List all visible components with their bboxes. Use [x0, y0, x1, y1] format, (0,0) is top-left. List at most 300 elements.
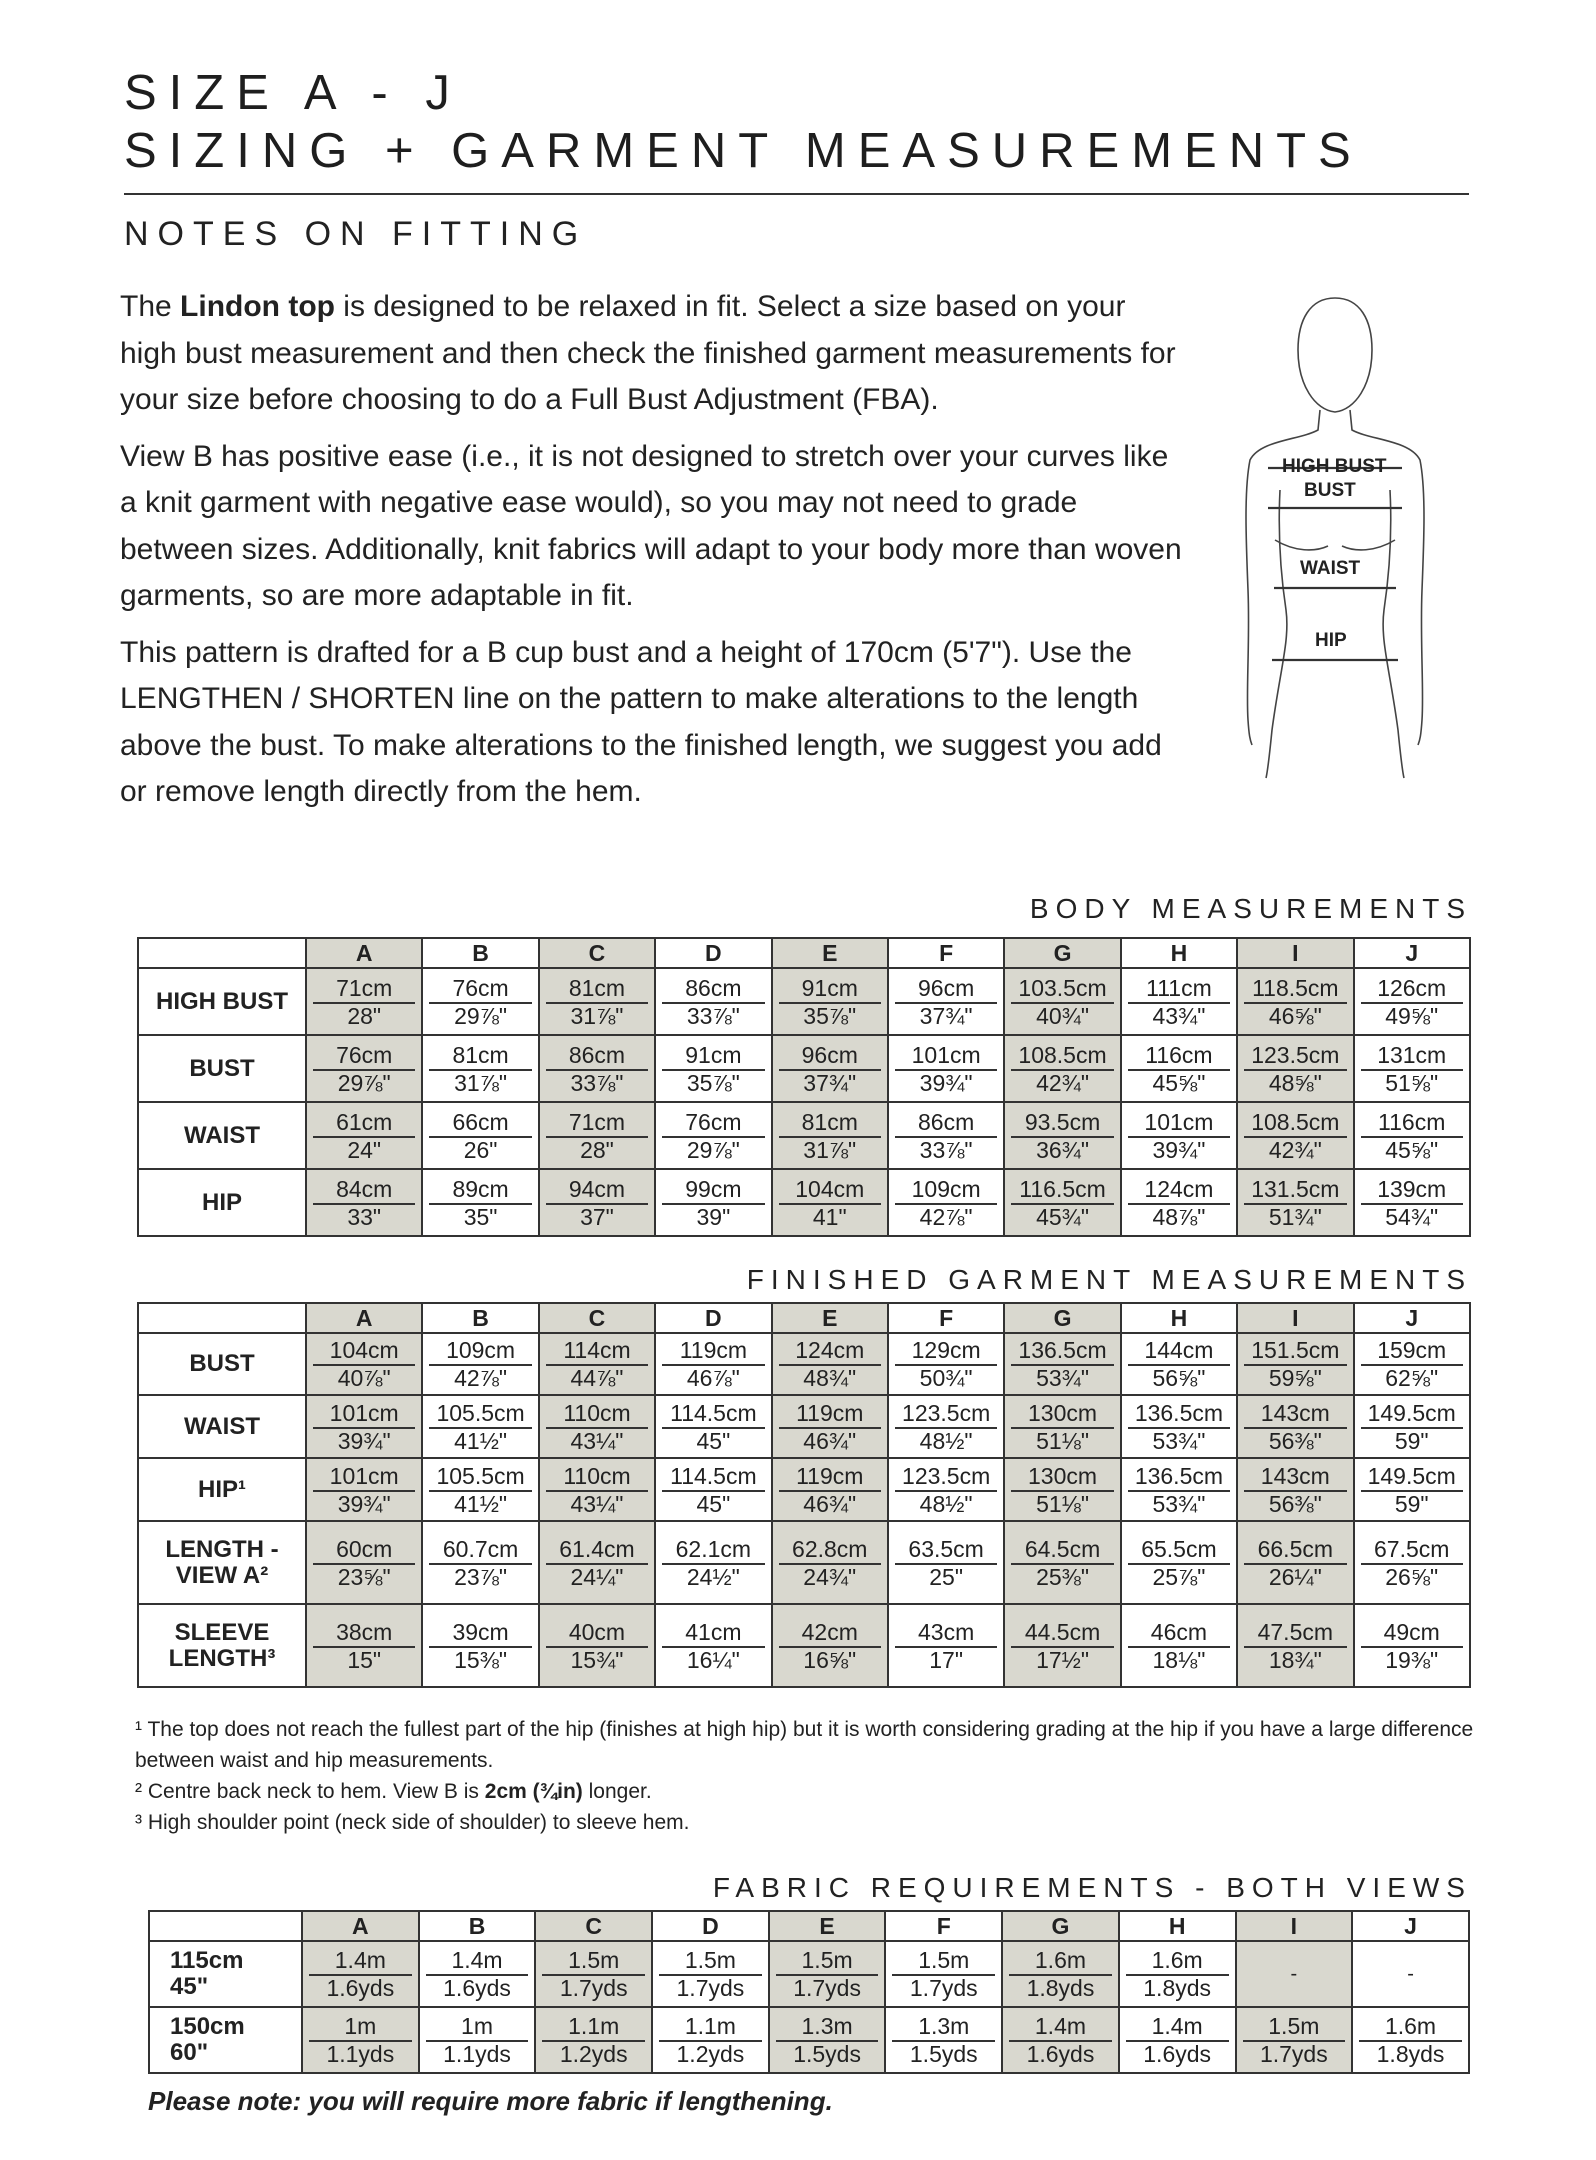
body-size-header: A — [306, 938, 422, 968]
garment-cell-metric: 114.5cm — [670, 1462, 757, 1489]
garment-cell — [772, 1604, 888, 1687]
fabric-size-header: D — [652, 1911, 769, 1941]
footnote-2-text: ² Centre back neck to hem. View B is — [135, 1780, 485, 1803]
fabric-header-row — [149, 1911, 1469, 1941]
garment-cell-metric: 114.5cm — [670, 1399, 757, 1426]
garment-cell — [306, 1458, 422, 1521]
garment-row-label-text: HIP¹ — [198, 1475, 246, 1503]
body-cell — [1121, 1102, 1237, 1169]
body-cell-imperial: 31⅞" — [429, 1069, 531, 1096]
fabric-cell — [1002, 1941, 1119, 2007]
garment-cell — [422, 1604, 538, 1687]
garment-cell-imperial: 59⅝" — [1244, 1364, 1346, 1391]
fabric-cell — [1002, 2007, 1119, 2073]
body-cell-imperial: 31⅞" — [546, 1002, 648, 1029]
fabric-cell — [535, 1941, 652, 2007]
body-cell — [1121, 968, 1237, 1035]
garment-cell — [1121, 1521, 1237, 1604]
garment-cell — [306, 1604, 422, 1687]
garment-cell-imperial: 48½" — [895, 1427, 997, 1454]
body-cell-metric: 76cm — [685, 1108, 742, 1135]
body-measurement-figure — [1240, 290, 1430, 780]
fabric-cell-imperial: 1.2yds — [659, 2040, 762, 2067]
body-cell — [539, 1035, 655, 1102]
garment-row-label-line2: VIEW A² — [175, 1561, 269, 1589]
product-name: Lindon top — [180, 290, 335, 323]
body-cell-metric: 81cm — [568, 974, 626, 1001]
body-cell-imperial: 37¾" — [779, 1069, 881, 1096]
garment-cell — [888, 1333, 1004, 1395]
body-cell-metric: 101cm — [1144, 1108, 1214, 1135]
body-cell — [772, 968, 888, 1035]
body-cell-imperial: 39¾" — [1128, 1136, 1230, 1163]
garment-cell — [772, 1521, 888, 1604]
body-cell-imperial: 35⅞" — [779, 1002, 881, 1029]
fitting-notes — [120, 284, 1190, 826]
body-cell-imperial: 33⅞" — [895, 1136, 997, 1163]
garment-cell-metric: 136.5cm — [1134, 1399, 1224, 1426]
fabric-cell — [885, 2007, 1002, 2073]
body-row-label-text: WAIST — [184, 1121, 260, 1149]
garment-cell-imperial: 45" — [662, 1490, 764, 1517]
garment-size-header: I — [1237, 1303, 1353, 1333]
garment-cell-metric: 39cm — [452, 1618, 509, 1645]
garment-cell-imperial: 56⅝" — [1128, 1364, 1230, 1391]
body-cell-metric: 86cm — [568, 1041, 626, 1068]
body-size-header: C — [539, 938, 655, 968]
garment-cell-imperial: 17½" — [1011, 1646, 1113, 1673]
body-cell — [1004, 1169, 1120, 1236]
garment-cell — [1237, 1333, 1353, 1395]
garment-header-row — [138, 1303, 1470, 1333]
footnote-2-rest: longer. — [582, 1780, 652, 1803]
garment-row-label-line1: SLEEVE — [174, 1618, 270, 1646]
body-cell-imperial: 31⅞" — [779, 1136, 881, 1163]
garment-cell — [539, 1333, 655, 1395]
body-size-header: J — [1354, 938, 1470, 968]
fabric-row-label — [149, 1941, 302, 2007]
fabric-cell-metric: 1.6m — [1384, 2013, 1437, 2039]
body-cell-metric: 86cm — [685, 974, 742, 1001]
body-cell-imperial: 45⅝" — [1128, 1069, 1230, 1096]
body-size-header: G — [1004, 938, 1120, 968]
fabric-corner — [149, 1911, 302, 1941]
garment-cell — [539, 1521, 655, 1604]
garment-cell-imperial: 43¼" — [546, 1427, 648, 1454]
garment-cell-metric: 67.5cm — [1373, 1535, 1450, 1562]
notes-heading: NOTES ON FITTING — [124, 215, 588, 253]
garment-cell-imperial: 15¾" — [546, 1646, 648, 1673]
garment-row — [138, 1333, 1470, 1395]
fabric-row-label-line2: 45" — [170, 1973, 209, 2000]
garment-cell — [539, 1395, 655, 1458]
body-cell — [655, 968, 771, 1035]
label-high-bust: HIGH BUST — [1282, 456, 1387, 477]
garment-cell-metric: 124cm — [795, 1337, 865, 1363]
garment-size-header: C — [539, 1303, 655, 1333]
fabric-cell-metric: 1.1m — [684, 2013, 736, 2039]
body-cell-metric: 93.5cm — [1024, 1108, 1101, 1135]
fabric-cell — [535, 2007, 652, 2073]
garment-cell-metric: 129cm — [911, 1337, 981, 1363]
body-cell-metric: 139cm — [1377, 1175, 1447, 1202]
garment-cell-metric: 119cm — [796, 1399, 864, 1426]
body-cell-metric: 116.5cm — [1019, 1175, 1106, 1202]
body-header-row — [138, 938, 1470, 968]
garment-size-header: D — [655, 1303, 771, 1333]
garment-cell-metric: 38cm — [336, 1618, 393, 1645]
garment-measurements-title: FINISHED GARMENT MEASUREMENTS — [746, 1264, 1472, 1295]
garment-cell-metric: 47.5cm — [1257, 1618, 1334, 1645]
fabric-cell-metric: 1.4m — [334, 1947, 386, 1973]
body-cell — [888, 1035, 1004, 1102]
garment-cell-metric: 105.5cm — [436, 1399, 525, 1426]
garment-cell-imperial: 46¾" — [779, 1427, 881, 1454]
body-cell — [888, 1169, 1004, 1236]
garment-size-header: B — [422, 1303, 538, 1333]
garment-cell-imperial: 44⅞" — [546, 1364, 648, 1391]
body-cell — [655, 1102, 771, 1169]
garment-cell — [772, 1333, 888, 1395]
garment-size-header: G — [1004, 1303, 1120, 1333]
garment-cell-imperial: 42⅞" — [429, 1364, 531, 1391]
fabric-size-header: I — [1236, 1911, 1353, 1941]
body-cell-metric: 94cm — [568, 1175, 626, 1202]
garment-row — [138, 1521, 1470, 1604]
garment-cell-imperial: 43¼" — [546, 1490, 648, 1517]
garment-cell-imperial: 17" — [895, 1646, 997, 1673]
body-cell-imperial: 42⅞" — [895, 1203, 997, 1230]
fabric-cell — [1236, 2007, 1353, 2073]
garment-cell — [422, 1395, 538, 1458]
garment-cell — [306, 1521, 422, 1604]
body-corner — [138, 938, 306, 968]
body-cell-imperial: 45¾" — [1011, 1203, 1113, 1230]
fabric-cell-metric: 1.5m — [684, 1947, 736, 1973]
fabric-cell — [885, 1941, 1002, 2007]
fabric-cell-imperial: 1.7yds — [776, 1974, 879, 2001]
garment-cell — [888, 1458, 1004, 1521]
garment-cell-metric: 110cm — [563, 1399, 631, 1426]
garment-cell — [306, 1395, 422, 1458]
garment-cell-imperial: 53¾" — [1128, 1427, 1230, 1454]
fabric-cell-metric: 1.3m — [918, 2013, 970, 2039]
body-cell-imperial: 29⅞" — [313, 1069, 415, 1096]
garment-cell-imperial: 45" — [662, 1427, 764, 1454]
garment-cell-metric: 101cm — [329, 1462, 399, 1489]
garment-cell-metric: 40cm — [568, 1618, 626, 1645]
fabric-cell — [419, 2007, 536, 2073]
title-divider — [124, 193, 1469, 195]
garment-cell — [539, 1458, 655, 1521]
fabric-cell-metric: 1m — [461, 2013, 493, 2039]
body-cell-metric: 118.5cm — [1252, 974, 1339, 1001]
fabric-cell — [302, 2007, 419, 2073]
body-cell-metric: 101cm — [911, 1041, 981, 1068]
fabric-cell-metric: 1.6m — [1034, 1947, 1087, 1973]
garment-cell-metric: 130cm — [1028, 1462, 1098, 1489]
garment-cell — [1004, 1458, 1120, 1521]
fabric-cell — [652, 2007, 769, 2073]
body-row-label — [138, 1169, 306, 1236]
garment-cell — [1121, 1395, 1237, 1458]
fabric-cell-metric: 1.4m — [1151, 2013, 1203, 2039]
p1-text: The — [120, 290, 181, 323]
garment-cell — [422, 1521, 538, 1604]
fabric-row-label-line1: 115cm — [170, 1947, 244, 1974]
garment-cell — [655, 1521, 771, 1604]
body-cell — [1121, 1169, 1237, 1236]
fabric-cell — [419, 1941, 536, 2007]
body-row — [138, 1102, 1470, 1169]
footnote-2-bold: 2cm (¾in) — [484, 1780, 583, 1803]
body-cell-metric: 104cm — [795, 1175, 865, 1202]
body-cell — [655, 1169, 771, 1236]
garment-size-header: A — [306, 1303, 422, 1333]
footnote-2 — [135, 1776, 1475, 1807]
garment-cell-metric: 123.5cm — [902, 1462, 991, 1489]
body-measurements-table — [137, 937, 1471, 1237]
garment-row-label — [138, 1395, 306, 1458]
garment-cell-imperial: 40⅞" — [313, 1364, 415, 1391]
fabric-size-header: H — [1119, 1911, 1236, 1941]
body-cell — [1004, 1035, 1120, 1102]
body-cell-imperial: 40¾" — [1011, 1002, 1113, 1029]
footnote-1: ¹ The top does not reach the fullest part of the hip (finishes at high hip) but it is worth considering grading at the hip if you have a large difference between waist and hip measurements. — [135, 1718, 1474, 1772]
fabric-size-header: J — [1352, 1911, 1469, 1941]
garment-cell-metric: 136.5cm — [1018, 1337, 1107, 1363]
body-cell — [1237, 1169, 1353, 1236]
garment-cell-metric: 110cm — [563, 1462, 631, 1489]
body-cell — [1354, 968, 1470, 1035]
title-line-1: SIZE A - J — [124, 66, 462, 120]
garment-cell — [1354, 1521, 1470, 1604]
body-cell-metric: 99cm — [685, 1175, 742, 1202]
garment-cell-imperial: 26¼" — [1244, 1563, 1346, 1590]
garment-cell-metric: 136.5cm — [1134, 1462, 1224, 1489]
garment-row-label — [138, 1521, 306, 1604]
body-cell-imperial: 39¾" — [895, 1069, 997, 1096]
garment-cell — [1121, 1604, 1237, 1687]
garment-cell-imperial: 15" — [313, 1646, 415, 1673]
garment-cell-metric: 49cm — [1383, 1618, 1440, 1645]
fabric-cell-metric: 1.4m — [451, 1947, 503, 1973]
body-cell-imperial: 51⅝" — [1361, 1069, 1463, 1096]
body-cell-imperial: 29⅞" — [662, 1136, 764, 1163]
garment-cell — [422, 1333, 538, 1395]
garment-cell-imperial: 56⅜" — [1244, 1427, 1346, 1454]
garment-cell — [1354, 1604, 1470, 1687]
fabric-row-label — [149, 2007, 302, 2073]
fabric-cell-metric: 1.5m — [801, 1947, 853, 1973]
body-cell-metric: 76cm — [336, 1041, 393, 1068]
garment-size-header: E — [772, 1303, 888, 1333]
body-cell-metric: 71cm — [568, 1108, 626, 1135]
garment-cell-metric: 104cm — [329, 1337, 399, 1363]
fabric-cell-metric: 1.3m — [801, 2013, 853, 2039]
body-cell — [772, 1102, 888, 1169]
garment-cell-imperial: 23⅞" — [429, 1563, 531, 1590]
body-row — [138, 968, 1470, 1035]
body-cell-metric: 86cm — [918, 1108, 975, 1135]
garment-row-label — [138, 1333, 306, 1395]
body-size-header: D — [655, 938, 771, 968]
garment-cell — [1237, 1604, 1353, 1687]
fabric-cell-empty: - — [1290, 1962, 1298, 1985]
garment-row-label-line1: LENGTH - — [165, 1535, 279, 1563]
body-cell-imperial: 35" — [429, 1203, 531, 1230]
fabric-cell — [302, 1941, 419, 2007]
body-cell-metric: 111cm — [1146, 974, 1212, 1001]
garment-measurements-table — [137, 1302, 1471, 1688]
garment-cell-metric: 63.5cm — [908, 1535, 984, 1562]
garment-size-header: J — [1354, 1303, 1470, 1333]
body-cell-imperial: 26" — [429, 1136, 531, 1163]
garment-cell-imperial: 48¾" — [779, 1364, 881, 1391]
body-row-label-text: BUST — [189, 1054, 255, 1082]
body-cell — [539, 1102, 655, 1169]
garment-row — [138, 1395, 1470, 1458]
body-cell — [655, 1035, 771, 1102]
fabric-cell-empty: - — [1407, 1962, 1414, 1985]
garment-cell-metric: 151.5cm — [1251, 1337, 1340, 1363]
garment-cell — [1004, 1521, 1120, 1604]
fabric-row — [149, 1941, 1469, 2007]
body-cell-imperial: 48⅝" — [1244, 1069, 1346, 1096]
fitting-paragraph-2: View B has positive ease (i.e., it is not designed to stretch over your curves like a knit garment with negative ease would), so you may not need to grade between sizes. Additionally, knit fabrics will adapt to your body more than woven garments, so are more adaptable in fit. — [120, 439, 1182, 612]
garment-cell — [888, 1395, 1004, 1458]
garment-cell-imperial: 39¾" — [313, 1427, 415, 1454]
garment-cell-metric: 64.5cm — [1024, 1535, 1101, 1562]
garment-cell-metric: 143cm — [1260, 1399, 1330, 1426]
garment-cell-imperial: 24¼" — [546, 1563, 648, 1590]
body-cell-imperial: 28" — [546, 1136, 648, 1163]
garment-cell-imperial: 48½" — [895, 1490, 997, 1517]
fabric-size-header: G — [1002, 1911, 1119, 1941]
body-cell-imperial: 54¾" — [1361, 1203, 1463, 1230]
fabric-size-header: E — [769, 1911, 886, 1941]
garment-cell-metric: 144cm — [1144, 1337, 1214, 1363]
body-cell — [422, 968, 538, 1035]
garment-cell-metric: 130cm — [1028, 1399, 1098, 1426]
body-cell-metric: 89cm — [452, 1175, 509, 1202]
body-cell-imperial: 43¾" — [1128, 1002, 1230, 1029]
body-cell-imperial: 37¾" — [895, 1002, 997, 1029]
p1-text-rest: is designed to be relaxed in fit. Select a size based on your high bust measurement and then check the finished garment measurements for your size before choosing to do a Full Bust Adjustment (FBA). — [120, 290, 1176, 416]
garment-cell — [1354, 1333, 1470, 1395]
body-cell-imperial: 45⅝" — [1361, 1136, 1463, 1163]
body-row-label-text: HIP — [201, 1188, 242, 1216]
body-cell-metric: 96cm — [801, 1041, 858, 1068]
garment-cell-imperial: 46⅞" — [662, 1364, 764, 1391]
garment-size-header: H — [1121, 1303, 1237, 1333]
fabric-size-header: A — [302, 1911, 419, 1941]
body-cell-metric: 96cm — [918, 974, 975, 1001]
fabric-cell — [1236, 1941, 1353, 2007]
garment-cell-imperial: 53¾" — [1128, 1490, 1230, 1517]
body-cell — [1237, 1035, 1353, 1102]
garment-row-label-text: WAIST — [184, 1412, 260, 1440]
body-cell — [1237, 968, 1353, 1035]
garment-cell-imperial: 41½" — [429, 1490, 531, 1517]
fabric-cell-imperial: 1.6yds — [1126, 2040, 1229, 2067]
label-bust: BUST — [1304, 480, 1356, 501]
body-cell-imperial: 46⅝" — [1244, 1002, 1346, 1029]
garment-cell — [655, 1604, 771, 1687]
body-cell-metric: 61cm — [336, 1108, 393, 1135]
garment-cell-imperial: 41½" — [429, 1427, 531, 1454]
body-cell-metric: 126cm — [1377, 974, 1447, 1001]
garment-cell-imperial: 59" — [1361, 1427, 1463, 1454]
garment-cell-metric: 66.5cm — [1257, 1535, 1334, 1562]
garment-cell-metric: 109cm — [446, 1337, 516, 1363]
garment-cell — [888, 1521, 1004, 1604]
body-cell — [306, 1035, 422, 1102]
garment-cell-metric: 65.5cm — [1141, 1535, 1217, 1562]
body-cell-metric: 131cm — [1377, 1041, 1447, 1068]
body-cell-metric: 109cm — [911, 1175, 981, 1202]
fabric-cell-imperial: 1.7yds — [1243, 2040, 1346, 2067]
body-cell-imperial: 39" — [662, 1203, 764, 1230]
body-cell-metric: 124cm — [1144, 1175, 1214, 1202]
garment-corner — [138, 1303, 306, 1333]
garment-cell-imperial: 50¾" — [895, 1364, 997, 1391]
garment-cell-metric: 60.7cm — [442, 1535, 519, 1562]
body-row-label — [138, 1035, 306, 1102]
body-cell-imperial: 33" — [313, 1203, 415, 1230]
body-cell — [1237, 1102, 1353, 1169]
body-row-label — [138, 1102, 306, 1169]
garment-cell — [888, 1604, 1004, 1687]
fabric-size-header: F — [885, 1911, 1002, 1941]
body-cell-imperial: 49⅝" — [1361, 1002, 1463, 1029]
body-cell-imperial: 33⅞" — [662, 1002, 764, 1029]
fabric-cell-imperial: 1.8yds — [1126, 1974, 1229, 2001]
garment-cell-metric: 149.5cm — [1367, 1462, 1456, 1489]
fabric-row-label-line1: 150cm — [170, 2013, 245, 2040]
fabric-size-header: C — [535, 1911, 652, 1941]
body-cell-metric: 108.5cm — [1251, 1108, 1340, 1135]
body-size-header: B — [422, 938, 538, 968]
fabric-cell-metric: 1.4m — [1034, 2013, 1087, 2039]
body-cell — [539, 1169, 655, 1236]
fabric-cell-imperial: 1.6yds — [1009, 2040, 1112, 2067]
fabric-cell — [1119, 1941, 1236, 2007]
body-cell — [888, 968, 1004, 1035]
fabric-cell — [1352, 2007, 1469, 2073]
garment-row — [138, 1604, 1470, 1687]
garment-cell — [655, 1458, 771, 1521]
body-cell-metric: 103.5cm — [1018, 974, 1107, 1001]
garment-cell-metric: 44.5cm — [1024, 1618, 1101, 1645]
body-cell-metric: 84cm — [336, 1175, 393, 1202]
garment-cell — [1237, 1395, 1353, 1458]
body-cell — [1354, 1035, 1470, 1102]
fabric-cell-imperial: 1.7yds — [542, 1974, 645, 2001]
body-cell — [1354, 1102, 1470, 1169]
fabric-cell-imperial: 1.1yds — [309, 2040, 412, 2067]
body-cell — [1004, 1102, 1120, 1169]
body-cell-metric: 116cm — [1145, 1041, 1213, 1068]
body-cell-imperial: 36¾" — [1011, 1136, 1113, 1163]
body-cell — [306, 1102, 422, 1169]
fabric-cell-metric: 1.5m — [918, 1947, 970, 1973]
footnote-3: ³ High shoulder point (neck side of shoulder) to sleeve hem. — [135, 1811, 690, 1834]
body-cell-metric: 66cm — [452, 1108, 509, 1135]
fitting-paragraph-1 — [120, 284, 1190, 424]
garment-cell-imperial: 23⅝" — [313, 1563, 415, 1590]
garment-cell-metric: 119cm — [679, 1337, 748, 1363]
